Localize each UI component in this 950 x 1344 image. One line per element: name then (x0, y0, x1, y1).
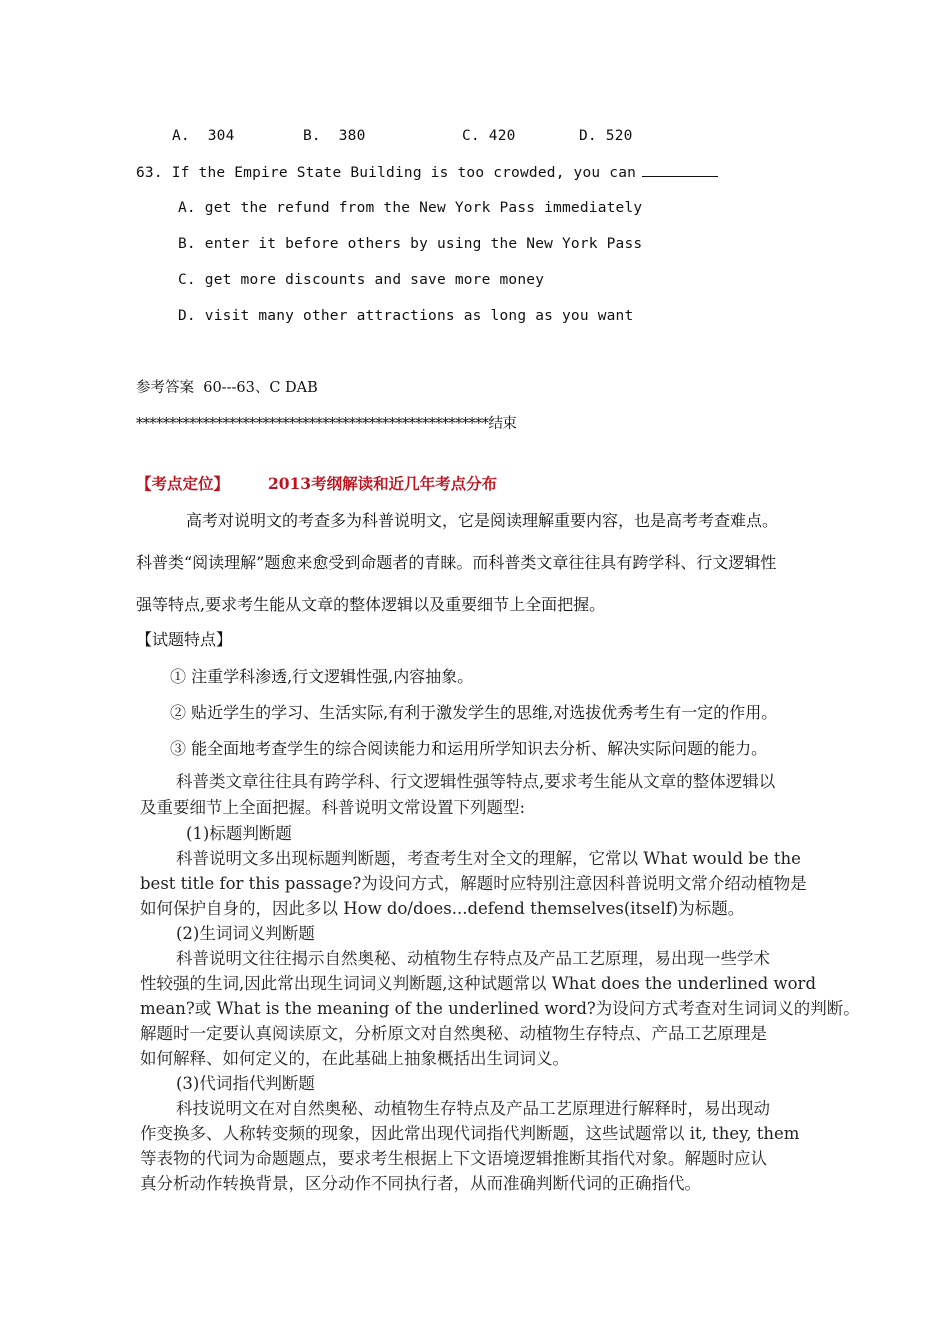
q63-option-a: A. get the refund from the New York Pass immediately (178, 200, 643, 216)
end-marker: *****************************************************结束 (136, 416, 517, 432)
image-line-1: 科普类文章往往具有跨学科、行文逻辑性强等特点,要求考生能从文章的整体逻辑以 (176, 772, 776, 791)
feature-2: ② 贴近学生的学习、生活实际,有利于激发学生的思维,对选拔优秀考生有一定的作用。 (170, 703, 778, 722)
image-heading-2: (2)生词词义判断题 (176, 924, 315, 943)
answer-key: 参考答案 60---63、C DAB (136, 380, 318, 396)
feature-3: ③ 能全面地考查学生的综合阅读能力和运用所学知识去分析、解决实际问题的能力。 (170, 739, 768, 758)
image-line-12: 作变换多、人称转变频的现象，因此常出现代词指代判断题，这些试题常以 it, they, them (140, 1124, 800, 1143)
q62-option-c: C. 420 (462, 128, 516, 144)
image-line-10: 如何解释、如何定义的，在此基础上抽象概括出生词词义。 (140, 1049, 569, 1068)
image-line-4: best title for this passage?为设问方式，解题时应特别注意因科普说明文常介绍动植物是 (140, 874, 807, 893)
image-line-2: 及重要细节上全面把握。科普说明文常设置下列题型: (140, 798, 526, 817)
image-line-5: 如何保护自身的，因此多以 How do/does...defend themselves(itself)为标题。 (140, 899, 745, 918)
image-line-14: 真分析动作转换背景，区分动作不同执行者，从而准确判断代词的正确指代。 (140, 1174, 701, 1193)
image-line-8: mean?或 What is the meaning of the underlined word?为设问方式考查对生词词义的判断。 (140, 999, 860, 1018)
feature-1: ① 注重学科渗透,行文逻辑性强,内容抽象。 (170, 667, 474, 686)
q63-option-d: D. visit many other attractions as long as you want (178, 308, 634, 324)
answer-blank (642, 164, 718, 177)
image-line-9: 解题时一定要认真阅读原文，分析原文对自然奥秘、动植物生存特点、产品工艺原理是 (140, 1024, 767, 1043)
intro-line-3: 强等特点,要求考生能从文章的整体逻辑以及重要细节上全面把握。 (136, 595, 606, 614)
intro-line-1: 高考对说明文的考查多为科普说明文，它是阅读理解重要内容，也是高考考查难点。 (186, 511, 779, 530)
image-line-6: 科普说明文往往揭示自然奥秘、动植物生存特点及产品工艺原理，易出现一些学术 (176, 949, 770, 968)
q62-option-b: B. 380 (303, 128, 366, 144)
q63-stem-line (136, 164, 718, 181)
image-heading-3: (3)代词指代判断题 (176, 1074, 315, 1093)
q63-option-b: B. enter it before others by using the New York Pass (178, 236, 643, 252)
section-tag: 【考点定位】 (136, 474, 230, 493)
image-line-7: 性较强的生词,因此常出现生词词义判断题,这种试题常以 What does the underlined word (140, 974, 817, 993)
image-line-3: 科普说明文多出现标题判断题，考查考生对全文的理解，它常以 What would be the (176, 849, 801, 868)
section-title: 2013考纲解读和近几年考点分布 (267, 474, 498, 493)
q62-option-d: D. 520 (579, 128, 633, 144)
q63-option-c: C. get more discounts and save more money (178, 272, 545, 288)
intro-line-2: 科普类“阅读理解”题愈来愈受到命题者的青睐。而科普类文章往往具有跨学科、行文逻辑性 (136, 553, 777, 572)
image-line-13: 等表物的代词为命题题点，要求考生根据上下文语境逻辑推断其指代对象。解题时应认 (140, 1149, 767, 1168)
q62-option-a: A. 304 (172, 128, 235, 144)
features-heading: 【试题特点】 (136, 630, 233, 649)
section-heading (136, 472, 497, 494)
q63-stem: 63. If the Empire State Building is too crowded, you can (136, 165, 637, 181)
image-heading-1: (1)标题判断题 (186, 824, 292, 843)
image-line-11: 科技说明文在对自然奥秘、动植物生存特点及产品工艺原理进行解释时，易出现动 (176, 1099, 770, 1118)
